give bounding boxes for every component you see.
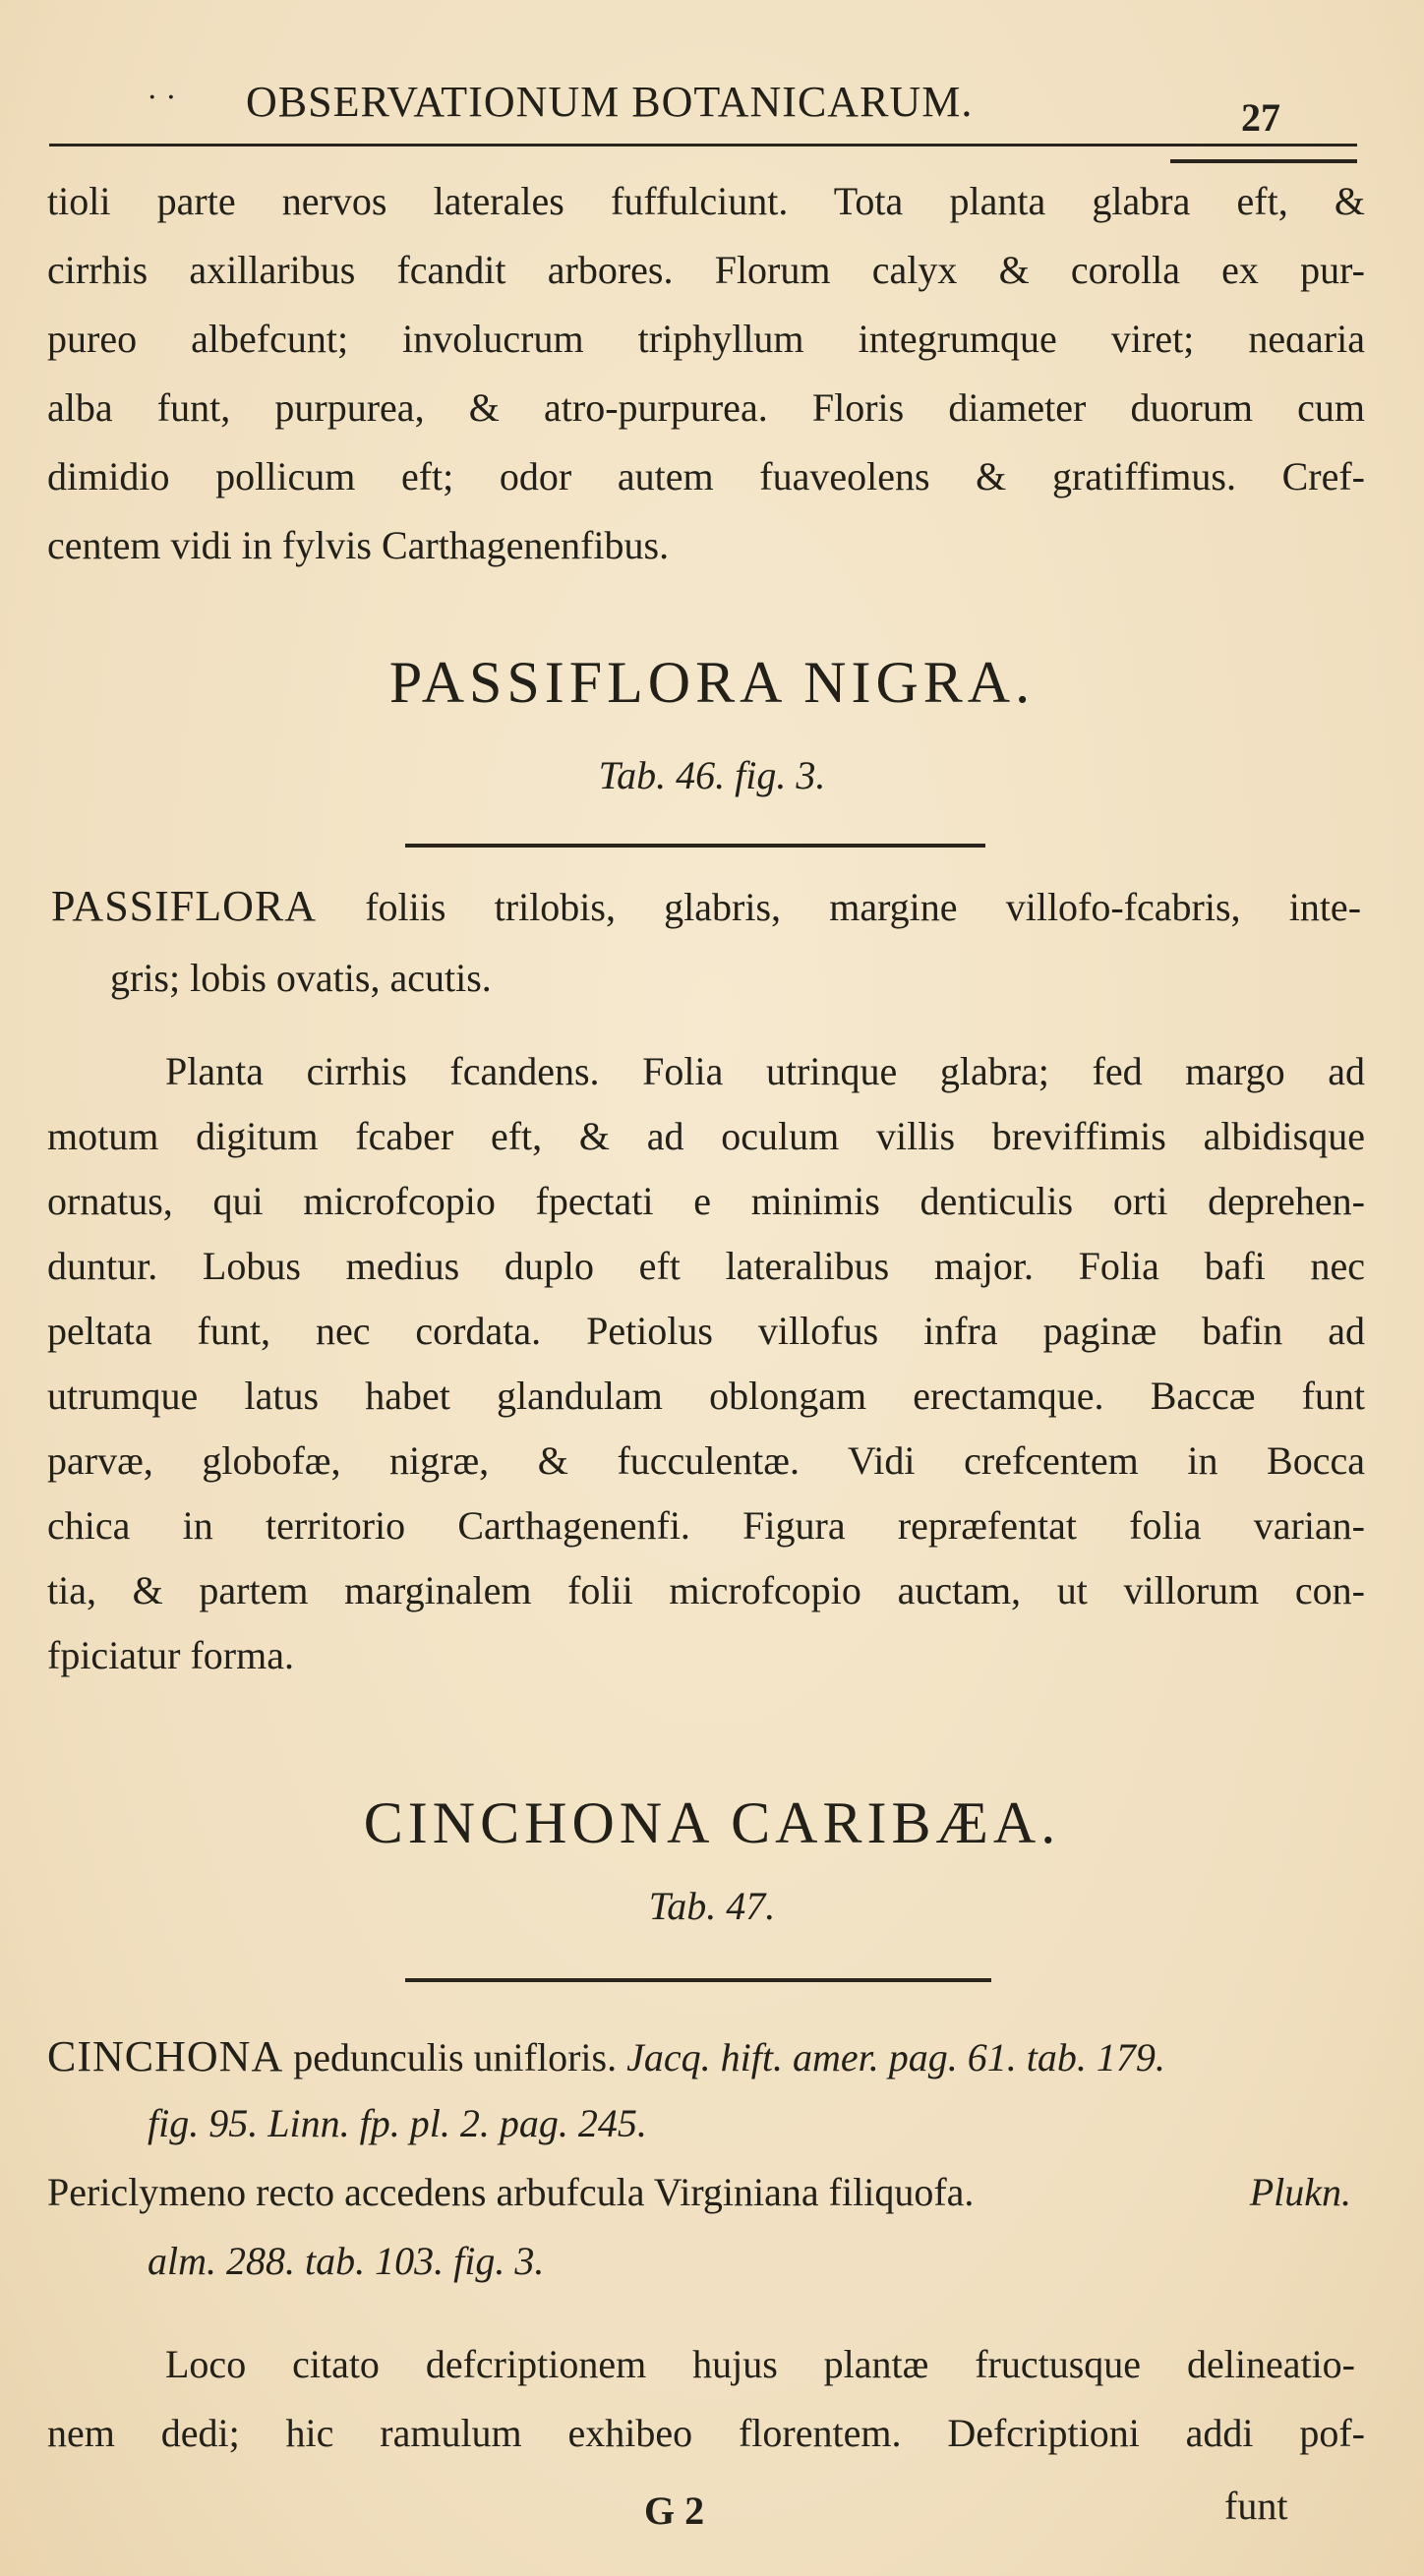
header-rule-thick — [1170, 159, 1357, 163]
text-line: alba funt, purpurea, & atro-purpurea. Floris diameter duorum cum — [47, 385, 1365, 430]
catchword: funt — [1224, 2484, 1288, 2528]
diagnosis-line — [51, 882, 1362, 930]
page-number: 27 — [1241, 95, 1280, 140]
synonym-line — [47, 2032, 1365, 2080]
text-line: utrumque latus habet glandulam oblongam erectamque. Baccæ funt — [47, 1374, 1365, 1418]
citation-line: alm. 288. tab. 103. fig. 3. — [148, 2239, 545, 2283]
genus-name: PASSIFLORA — [51, 882, 318, 930]
text-line: Loco citato defcriptionem hujus plantæ fructusque delineatio- — [165, 2342, 1355, 2386]
section-rule — [405, 844, 985, 848]
text-line: motum digitum fcaber eft, & ad oculum villis breviffimis albidisque — [47, 1114, 1365, 1158]
text-line: dimidio pollicum eft; odor autem fuaveolens & gratiffimus. Cref- — [47, 454, 1365, 498]
citation: Jacq. hift. amer. pag. 61. tab. 179. — [626, 2035, 1165, 2079]
text-line: tia, & partem marginalem folii microfcopio auctam, ut villorum con- — [47, 1568, 1365, 1612]
synonym-line — [47, 2170, 1365, 2214]
text-line: parvæ, globofæ, nigræ, & fucculentæ. Vidi crefcentem in Bocca — [47, 1438, 1365, 1483]
header-rule — [49, 144, 1357, 146]
section-title-cinchona: CINCHONA CARIBÆA. — [363, 1790, 1061, 1855]
citation-line: fig. 95. Linn. fp. pl. 2. pag. 245. — [148, 2101, 647, 2145]
section-title-passiflora: PASSIFLORA NIGRA. — [388, 650, 1036, 715]
text-line: tioli parte nervos laterales fuffulciunt. Tota planta glabra eft, & — [47, 179, 1365, 223]
plate-reference: Tab. 47. — [648, 1884, 776, 1928]
text-line: ornatus, qui microfcopio fpectati e minimis denticulis orti deprehen- — [47, 1179, 1365, 1223]
text-line: peltata funt, nec cordata. Petiolus villofus infra paginæ bafin ad — [47, 1309, 1365, 1353]
citation: Plukn. — [1249, 2170, 1351, 2214]
running-head-title: OBSERVATIONUM BOTANICARUM. — [246, 78, 974, 126]
text-line: duntur. Lobus medius duplo eft lateralibus major. Folia bafi nec — [47, 1244, 1365, 1288]
diagnosis-line: gris; lobis ovatis, acutis. — [110, 956, 492, 1000]
text-line: pureo albefcunt; involucrum triphyllum integrumque viret; neɑaria — [47, 317, 1365, 361]
plate-reference: Tab. 46. fig. 3. — [598, 753, 826, 797]
text-line: nem dedi; hic ramulum exhibeo florentem. Defcriptioni addi pof- — [47, 2411, 1365, 2455]
text-line: cirrhis axillaribus fcandit arbores. Florum calyx & corolla ex pur- — [47, 248, 1365, 292]
signature-mark: G 2 — [644, 2488, 705, 2533]
synonym-text: Periclymeno recto accedens arbufcula Virginiana filiquofa. — [47, 2170, 975, 2214]
text-line: Planta cirrhis fcandens. Folia utrinque glabra; fed margo ad — [165, 1049, 1365, 1093]
text-line: chica in territorio Carthagenenfi. Figura repræfentat folia varian- — [47, 1503, 1365, 1548]
text-line: centem vidi in fylvis Carthagenenfibus. — [47, 523, 670, 567]
section-rule — [405, 1978, 991, 1982]
running-head-dots: · · — [148, 81, 176, 115]
synonym-text: pedunculis unifloris. — [293, 2035, 618, 2079]
genus-name: CINCHONA — [47, 2032, 284, 2080]
text-line: fpiciatur forma. — [47, 1633, 294, 1677]
diagnosis-text: foliis trilobis, glabris, margine villofo-fcabris, inte- — [365, 885, 1362, 929]
